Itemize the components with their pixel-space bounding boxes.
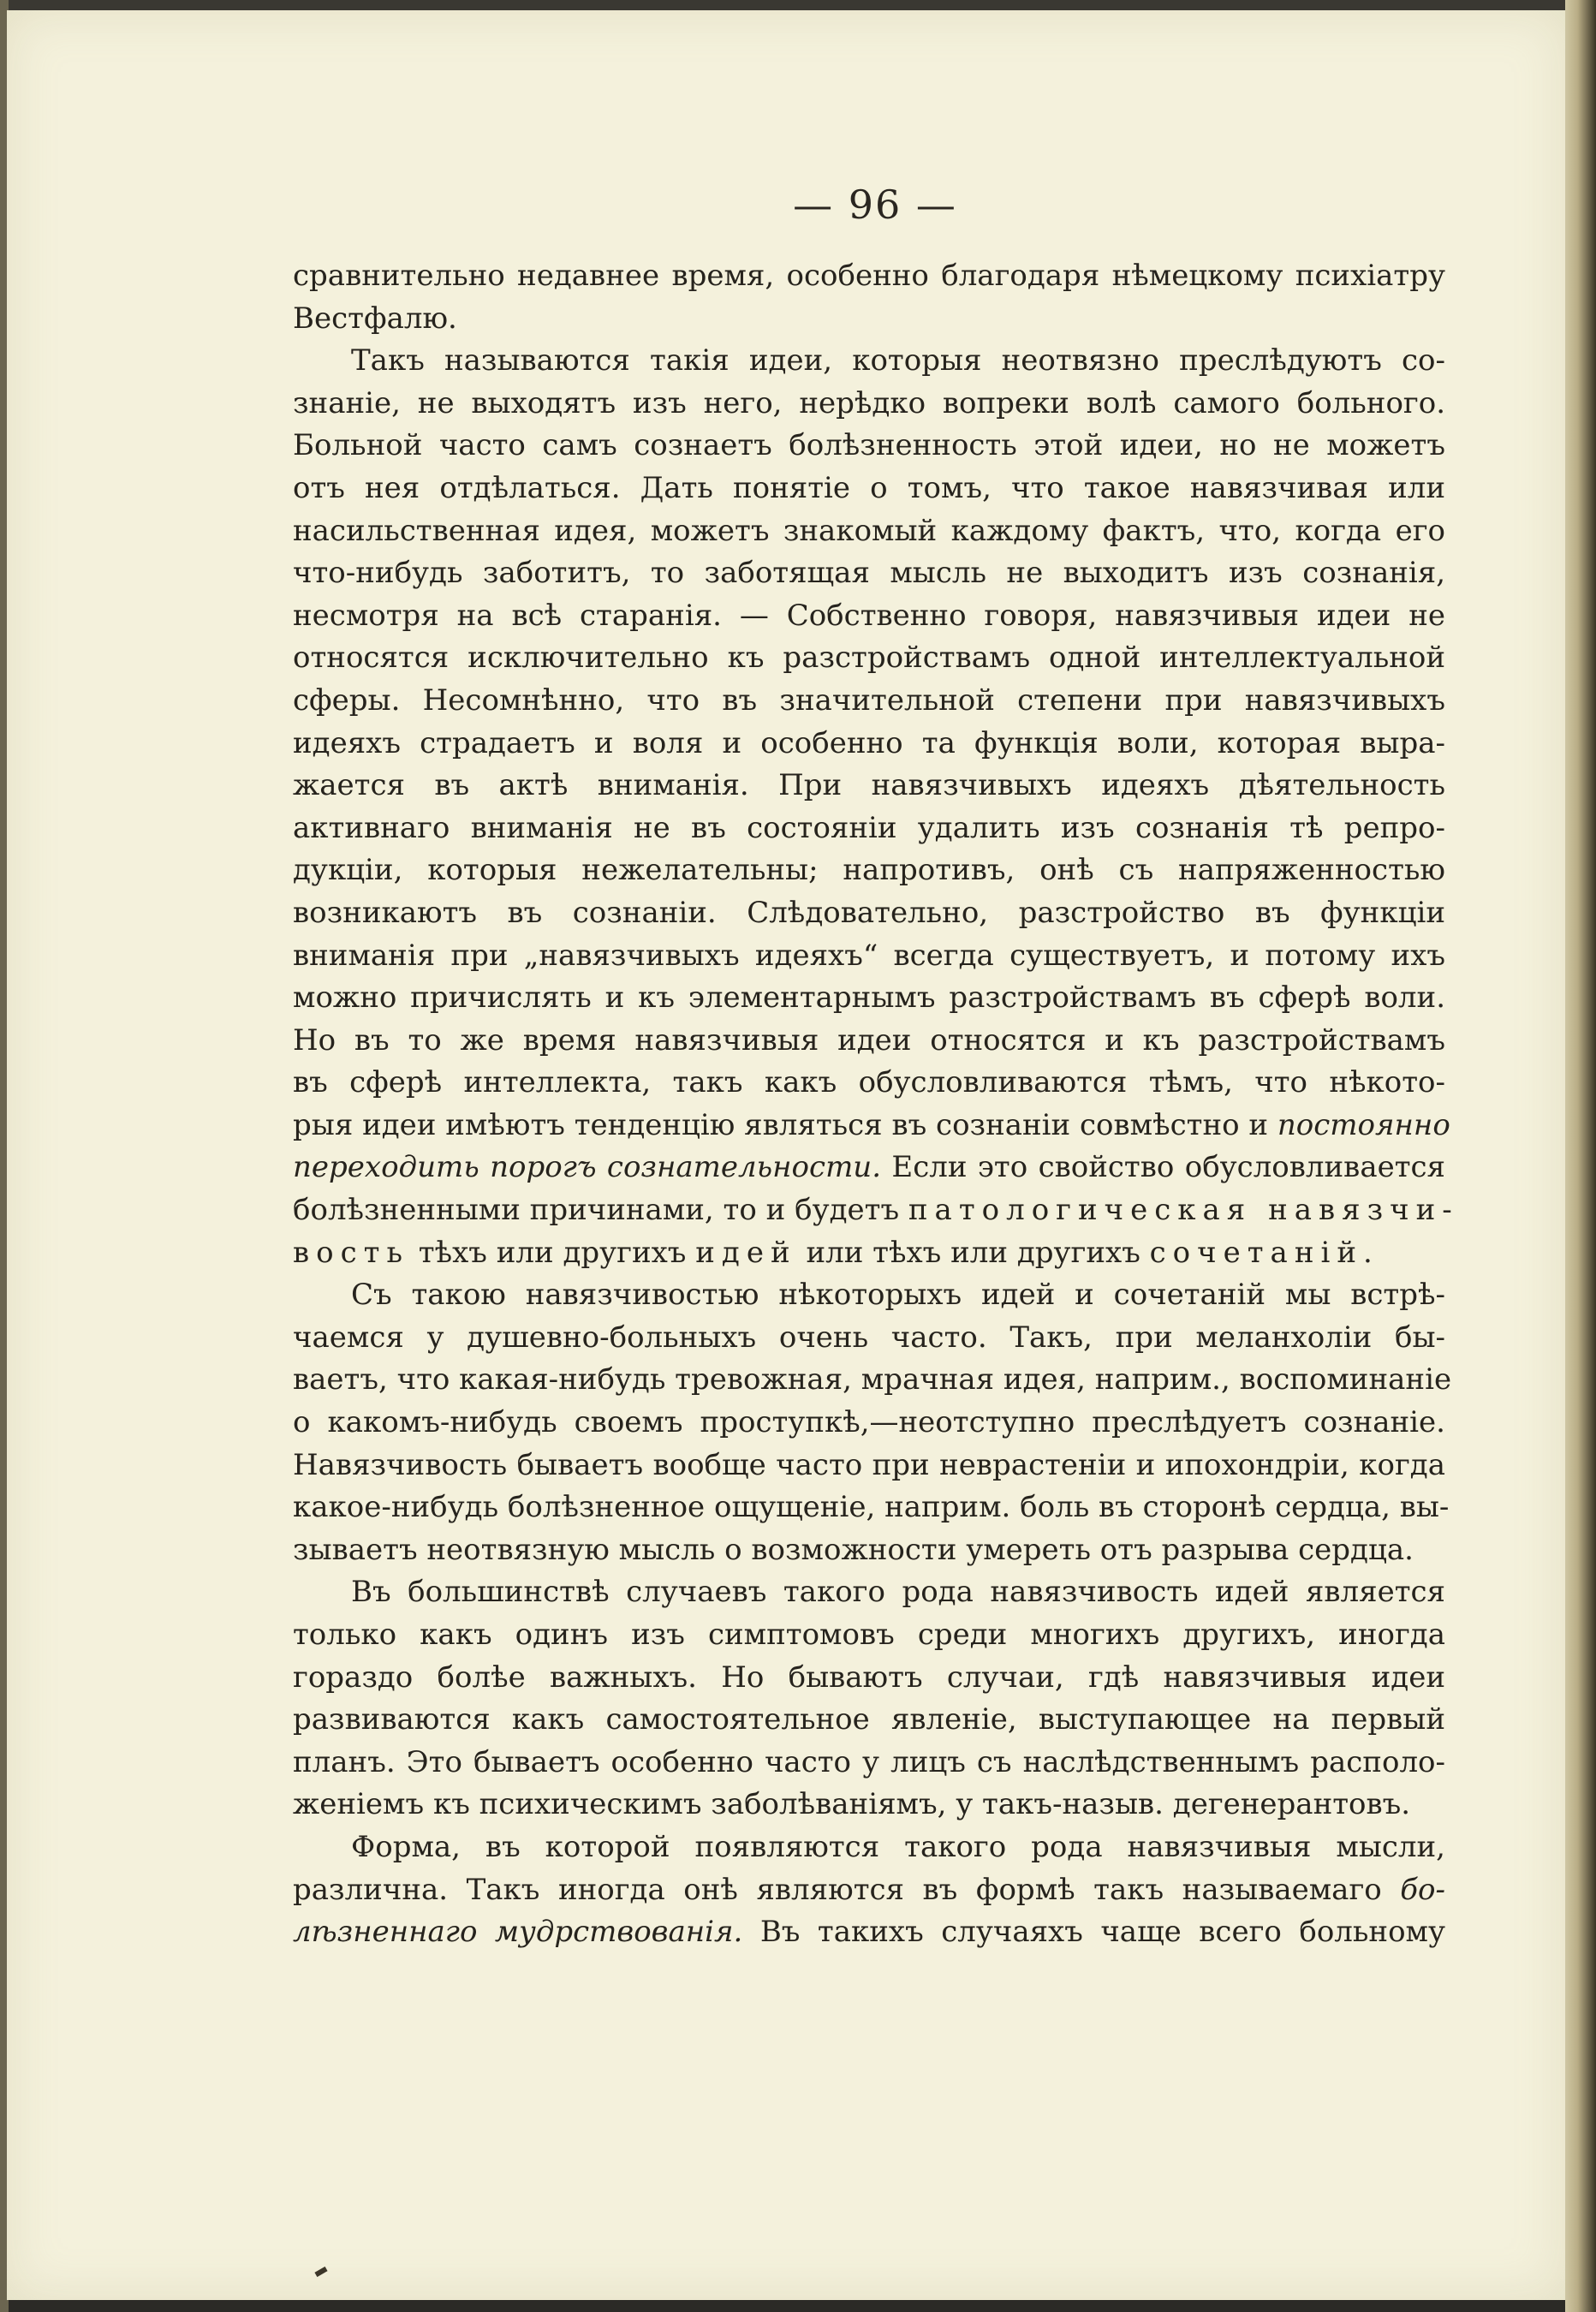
text-line (293, 1402, 1445, 1445)
text-run: бо- (1400, 1872, 1446, 1907)
text-run: жается въ актѣ вниманія. При навязчивыхъ идеяхъ дѣятельность (293, 768, 1445, 803)
text-line (293, 680, 1445, 723)
text-run: только какъ одинъ изъ симптомовъ среди многихъ другихъ, иногда (293, 1618, 1445, 1652)
text-line (293, 298, 1445, 341)
text-line (293, 1614, 1445, 1657)
text-run: гораздо болѣе важныхъ. Но бываютъ случаи, гдѣ навязчивыя идеи (293, 1660, 1445, 1695)
text-run: развиваются какъ самостоятельное явленіе, выступающее на первый (293, 1702, 1445, 1737)
text-run: тѣхъ или другихъ (418, 1235, 687, 1270)
text-run: ваетъ, что какая-нибудь тревожная, мрачная идея, наприм., воспоминаніе (293, 1362, 1452, 1397)
text-run: болѣзненными причинами, то и будетъ (293, 1193, 900, 1228)
text-run: отъ нея отдѣлаться. Дать понятіе о томъ, что такое навязчивая или (293, 470, 1445, 505)
page-number: — 96 — (793, 182, 957, 228)
text-run: о какомъ-нибудь своемъ проступкѣ,—неотступно преслѣдуетъ сознаніе. (293, 1405, 1445, 1440)
text-run: Если это свойство обусловливается (891, 1150, 1446, 1185)
text-line (293, 1232, 1445, 1275)
text-run: планъ. Это бываетъ особенно часто у лицъ съ наслѣдственнымъ располо- (293, 1744, 1445, 1779)
text-run: вниманія при „навязчивыхъ идеяхъ“ всегда существуетъ, и потому ихъ (293, 938, 1445, 973)
text-run: относятся исключительно къ разстройствамъ одной интеллектуальной (293, 641, 1445, 676)
text-line (293, 765, 1445, 807)
text-line (293, 1826, 1445, 1869)
text-run: что-нибудь заботитъ, то заботящая мысль не выходитъ изъ сознанія, (293, 556, 1445, 591)
text-run: насильственная идея, можетъ знакомый каждому фактъ, что, когда его (293, 513, 1445, 548)
text-run: возникаютъ въ сознаніи. Слѣдовательно, разстройство въ функціи (293, 895, 1445, 930)
text-run: зываетъ неотвязную мысль о возможности умереть отъ разрыва сердца. (293, 1532, 1414, 1567)
text-line (293, 1062, 1445, 1105)
text-line (293, 1571, 1445, 1614)
text-run: сравнительно недавнее время, особенно благодаря нѣмецкому психіатру (293, 259, 1445, 293)
text-line (293, 255, 1445, 298)
text-line (293, 1274, 1445, 1317)
text-line (293, 1869, 1445, 1912)
text-run: идей (695, 1235, 797, 1270)
text-line (293, 892, 1445, 935)
text-line (293, 383, 1445, 426)
text-run: въ сферѣ интеллекта, такъ какъ обусловливаются тѣмъ, что нѣкото- (293, 1065, 1445, 1100)
text-line (293, 1147, 1445, 1189)
text-line (293, 1657, 1445, 1700)
text-line (293, 1105, 1450, 1147)
text-line (293, 1742, 1445, 1785)
text-line (293, 1487, 1450, 1529)
text-run: различна. Такъ иногда онѣ являются въ формѣ такъ называемаго (293, 1872, 1382, 1907)
text-run: идеяхъ страдаетъ и воля и особенно та функція воли, которая выра- (293, 725, 1445, 760)
text-line (293, 510, 1445, 553)
text-line (293, 595, 1445, 638)
text-line (293, 637, 1445, 680)
text-line (293, 1189, 1459, 1232)
text-line (293, 468, 1445, 510)
text-run: постоянно (1277, 1107, 1450, 1142)
text-run: можно причислять и къ элементарнымъ разстройствамъ въ сферѣ воли. (293, 980, 1445, 1016)
text-run: переходить порогъ сознательности. (293, 1150, 882, 1185)
text-run: рыя идеи имѣютъ тенденцію являться въ сознаніи совмѣстно и (293, 1107, 1269, 1142)
text-line (293, 1020, 1445, 1063)
text-line (293, 1784, 1445, 1826)
text-line (293, 1317, 1445, 1360)
text-line (293, 425, 1445, 468)
text-line (293, 977, 1445, 1020)
text-run: Въ такихъ случаяхъ чаще всего больному (759, 1915, 1445, 1950)
text-run: патологическая навязчи- (908, 1193, 1459, 1228)
text-run: Навязчивость бываетъ вообще часто при неврастеніи и ипохондріи, когда (293, 1447, 1445, 1482)
text-run: чаемся у душевно-больныхъ очень часто. Такъ, при меланхоліи бы- (293, 1320, 1445, 1355)
body-text (293, 255, 1459, 1954)
text-run: женіемъ къ психическимъ заболѣваніямъ, у такъ-назыв. дегенерантовъ. (293, 1787, 1411, 1822)
text-run: активнаго вниманія не въ состояніи удалить изъ сознанія тѣ репро- (293, 810, 1445, 845)
text-line (293, 1911, 1445, 1954)
text-line (293, 807, 1445, 850)
text-line (293, 1529, 1445, 1572)
text-line (293, 1359, 1452, 1402)
text-run: лѣзненнаго мудрствованія. (293, 1915, 743, 1950)
text-run: знаніе, не выходятъ изъ него, нерѣдко вопреки волѣ самого больного. (293, 385, 1445, 420)
text-run: сочетаній. (1149, 1235, 1379, 1270)
text-run: какое-нибудь болѣзненное ощущеніе, наприм. боль въ сторонѣ сердца, вы- (293, 1490, 1450, 1525)
text-run: несмотря на всѣ старанія. — Собственно говоря, навязчивыя идеи не (293, 598, 1445, 633)
text-line (293, 1699, 1445, 1742)
text-line (293, 340, 1445, 383)
text-run: Такъ называются такія идеи, которыя неотвязно преслѣдуютъ со- (351, 343, 1445, 378)
text-line (293, 1445, 1445, 1487)
text-line (293, 935, 1445, 978)
text-run: дукціи, которыя нежелательны; напротивъ, онѣ съ напряженностью (293, 853, 1445, 888)
text-run: вость (293, 1235, 409, 1270)
text-line (293, 552, 1445, 595)
text-run: сферы. Несомнѣнно, что въ значительной степени при навязчивыхъ (293, 682, 1445, 718)
page-gutter-shadow (1565, 0, 1596, 2312)
text-line (293, 849, 1445, 892)
text-run: Съ такою навязчивостью нѣкоторыхъ идей и сочетаній мы встрѣ- (351, 1278, 1445, 1313)
text-run: Но въ то же время навязчивыя идеи относятся и къ разстройствамъ (293, 1022, 1445, 1058)
text-run: Вестфалю. (293, 301, 457, 336)
text-run: Форма, въ которой появляются такого рода навязчивыя мысли, (351, 1829, 1445, 1864)
text-run: Въ большинствѣ случаевъ такого рода навязчивость идей является (351, 1575, 1445, 1610)
text-run: Больной часто самъ сознаетъ болѣзненность этой идеи, но не можетъ (293, 428, 1445, 463)
text-line (293, 723, 1445, 766)
text-run: или тѣхъ или другихъ (806, 1235, 1140, 1270)
